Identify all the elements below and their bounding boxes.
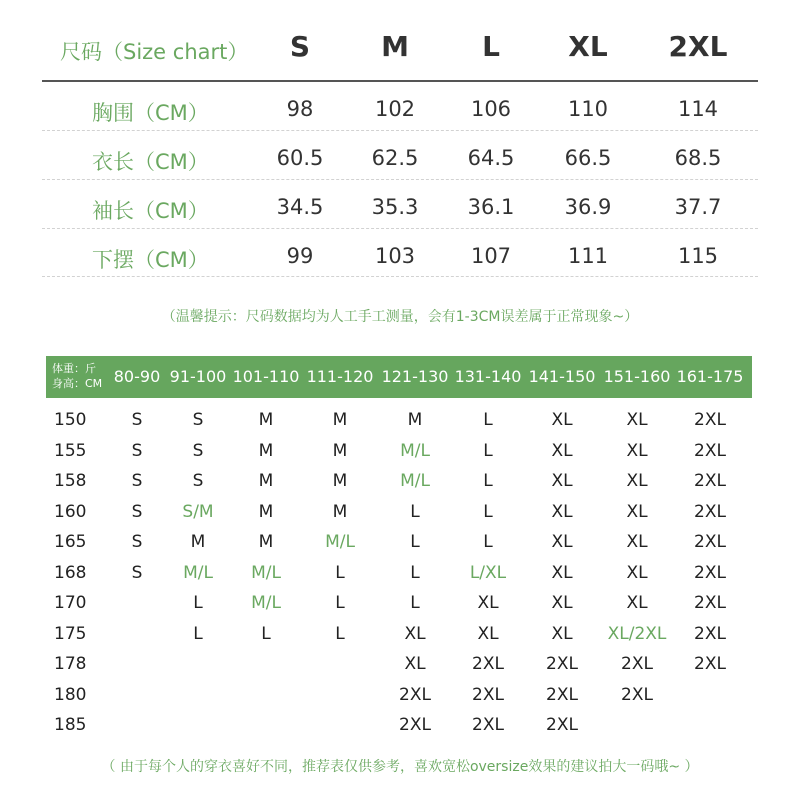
header-divider: [42, 80, 758, 82]
size-recommendation-cell: S: [192, 471, 204, 491]
weight-range-header: 101-110: [232, 367, 300, 386]
size-recommendation-cell: 2XL: [472, 715, 504, 735]
size-recommendation-cell: L: [410, 562, 420, 583]
size-value: 60.5: [276, 146, 324, 170]
size-recommendation-cell: XL: [477, 623, 499, 644]
weight-range-header: 121-130: [381, 367, 449, 386]
size-recommendation-cell: S: [192, 410, 204, 430]
size-chart-title: 尺码（Size chart）: [60, 40, 249, 64]
size-recommendation-cell: XL: [404, 654, 426, 674]
height-label: 155: [54, 440, 87, 461]
weight-range-header: 91-100: [169, 367, 227, 386]
size-recommendation-cell: 2XL: [694, 623, 726, 644]
weight-range-header: 111-120: [306, 367, 374, 386]
row-divider: [42, 276, 758, 277]
height-unit-label: 身高：CM: [52, 377, 103, 390]
size-recommendation-cell: XL/2XL: [607, 623, 667, 644]
table-row: [46, 437, 752, 467]
row-label: 下摆（CM）: [92, 248, 209, 272]
size-recommendation-cell: L: [261, 623, 271, 644]
row-label: 袖长（CM）: [92, 199, 209, 223]
size-recommendation-cell: 2XL: [472, 654, 504, 674]
size-recommendation-cell: M: [332, 440, 348, 461]
size-value: 106: [470, 97, 512, 121]
size-recommendation-cell: XL: [626, 532, 648, 552]
size-value: 35.3: [371, 195, 419, 219]
height-label: 165: [54, 532, 87, 552]
size-recommendation-cell: XL: [626, 501, 648, 522]
height-label: 185: [54, 715, 87, 735]
table-row: [46, 406, 752, 436]
size-value: 115: [677, 244, 719, 268]
size-recommendation-cell: L: [483, 471, 493, 491]
table-row: [46, 711, 752, 741]
size-recommendation-cell: 2XL: [694, 654, 726, 674]
size-value: 64.5: [467, 146, 515, 170]
size-recommendation-cell: L: [335, 593, 345, 613]
size-recommendation-cell: L: [483, 501, 493, 522]
weight-range-header: 151-160: [603, 367, 671, 386]
table-row: [46, 650, 752, 680]
size-value: 34.5: [276, 195, 324, 219]
size-recommendation-cell: S: [131, 440, 143, 461]
size-recommendation-cell: M: [258, 501, 274, 522]
size-value: 107: [470, 244, 512, 268]
measurement-note: （温馨提示：尺码数据均为人工手工测量，会有1-3CM误差属于正常现象~）: [161, 309, 639, 325]
size-recommendation-cell: L: [410, 501, 420, 522]
size-recommendation-cell: L: [410, 532, 420, 552]
size-recommendation-cell: M: [332, 501, 348, 522]
size-value: 99: [286, 244, 314, 268]
height-label: 160: [54, 501, 87, 522]
size-value: 62.5: [371, 146, 419, 170]
size-recommendation-cell: S: [131, 562, 143, 583]
size-recommendation-cell: M/L: [400, 471, 430, 491]
size-recommendation-cell: 2XL: [694, 562, 726, 583]
size-m-header: M: [381, 30, 409, 63]
table-row: [46, 589, 752, 619]
size-recommendation-cell: L/XL: [469, 562, 507, 583]
size-value: 66.5: [564, 146, 612, 170]
size-recommendation-cell: M/L: [325, 532, 355, 552]
size-recommendation-cell: M: [258, 532, 274, 552]
row-divider: [42, 179, 758, 180]
size-recommendation-cell: M: [258, 410, 274, 430]
size-value: 68.5: [674, 146, 722, 170]
size-recommendation-cell: XL: [626, 440, 648, 461]
size-recommendation-cell: S: [131, 532, 143, 552]
size-recommendation-cell: 2XL: [694, 593, 726, 613]
height-label: 170: [54, 593, 87, 613]
size-recommendation-cell: M: [407, 410, 423, 430]
size-recommendation-cell: 2XL: [694, 501, 726, 522]
size-2xl-header: 2XL: [668, 30, 728, 63]
size-recommendation-cell: M: [332, 471, 348, 491]
size-recommendation-cell: XL: [551, 501, 573, 522]
weight-range-header: 141-150: [528, 367, 596, 386]
table-row: [46, 467, 752, 497]
size-recommendation-cell: XL: [626, 410, 648, 430]
weight-range-header: 131-140: [454, 367, 522, 386]
size-value: 110: [567, 97, 609, 121]
size-recommendation-cell: 2XL: [621, 684, 653, 705]
size-recommendation-cell: XL: [626, 593, 648, 613]
size-recommendation-cell: XL: [551, 562, 573, 583]
size-value: 102: [374, 97, 416, 121]
size-recommendation-cell: 2XL: [694, 410, 726, 430]
table-row: [46, 681, 752, 711]
size-recommendation-cell: M: [258, 471, 274, 491]
size-recommendation-cell: XL: [551, 471, 573, 491]
size-recommendation-cell: 2XL: [694, 471, 726, 491]
header-corner: [52, 361, 102, 391]
size-recommendation-cell: L: [335, 623, 345, 644]
size-recommendation-cell: L: [483, 440, 493, 461]
row-label: 衣长（CM）: [92, 150, 209, 174]
size-recommendation-cell: XL: [551, 623, 573, 644]
size-value: 37.7: [674, 195, 722, 219]
height-label: 150: [54, 410, 87, 430]
size-recommendation-cell: L: [193, 623, 203, 644]
size-recommendation-cell: L: [410, 593, 420, 613]
size-recommendation-cell: XL: [626, 471, 648, 491]
size-recommendation-cell: S: [192, 440, 204, 461]
size-recommendation-cell: XL: [477, 593, 499, 613]
size-recommendation-cell: L: [483, 532, 493, 552]
size-s-header: S: [289, 30, 311, 63]
row-divider: [42, 130, 758, 131]
size-recommendation-cell: S: [131, 471, 143, 491]
size-recommendation-cell: M/L: [251, 593, 281, 613]
recommendation-note: （ 由于每个人的穿衣喜好不同，推荐表仅供参考，喜欢宽松oversize效果的建议拍大一码哦~ ）: [101, 759, 699, 775]
size-recommendation-cell: S: [131, 410, 143, 430]
weight-range-header: 80-90: [113, 367, 161, 386]
height-label: 168: [54, 562, 87, 583]
size-recommendation-cell: M/L: [183, 562, 213, 583]
size-recommendation-cell: 2XL: [546, 715, 578, 735]
size-xl-header: XL: [568, 30, 608, 63]
size-recommendation-cell: M/L: [400, 440, 430, 461]
size-chart-header: [0, 28, 800, 72]
size-recommendation-cell: XL: [551, 410, 573, 430]
weight-range-header: 161-175: [676, 367, 744, 386]
size-recommendation-cell: XL: [551, 440, 573, 461]
size-recommendation-cell: M: [258, 440, 274, 461]
size-recommendation-cell: XL: [626, 562, 648, 583]
recommendation-header: [46, 356, 752, 398]
height-label: 180: [54, 684, 87, 705]
table-row: [46, 498, 752, 528]
size-recommendation-cell: XL: [404, 623, 426, 644]
size-value: 111: [567, 244, 609, 268]
height-label: 158: [54, 471, 87, 491]
table-row: [46, 528, 752, 558]
size-recommendation-cell: 2XL: [546, 654, 578, 674]
size-recommendation-cell: 2XL: [399, 715, 431, 735]
size-recommendation-cell: M: [190, 532, 206, 552]
table-row: [46, 620, 752, 650]
size-value: 98: [286, 97, 314, 121]
table-row: [46, 559, 752, 589]
size-recommendation-cell: M/L: [251, 562, 281, 583]
size-l-header: L: [482, 30, 500, 63]
size-recommendation-cell: 2XL: [694, 440, 726, 461]
size-value: 36.1: [467, 195, 515, 219]
size-recommendation-cell: S: [131, 501, 143, 522]
size-recommendation-cell: 2XL: [472, 684, 504, 705]
height-label: 175: [54, 623, 87, 644]
height-label: 178: [54, 654, 87, 674]
size-value: 114: [677, 97, 719, 121]
size-recommendation-cell: M: [332, 410, 348, 430]
weight-unit-label: 体重：斤: [52, 362, 96, 375]
size-recommendation-cell: L: [193, 593, 203, 613]
size-recommendation-cell: L: [335, 562, 345, 583]
size-recommendation-cell: S/M: [182, 501, 214, 522]
size-value: 36.9: [564, 195, 612, 219]
size-recommendation-cell: XL: [551, 593, 573, 613]
size-recommendation-cell: 2XL: [546, 684, 578, 705]
size-recommendation-cell: 2XL: [621, 654, 653, 674]
row-divider: [42, 228, 758, 229]
size-recommendation-cell: 2XL: [694, 532, 726, 552]
size-value: 103: [374, 244, 416, 268]
size-recommendation-cell: L: [483, 410, 493, 430]
size-recommendation-cell: XL: [551, 532, 573, 552]
size-chart: [0, 0, 800, 280]
size-recommendation-cell: 2XL: [399, 684, 431, 705]
row-label: 胸围（CM）: [92, 101, 209, 125]
